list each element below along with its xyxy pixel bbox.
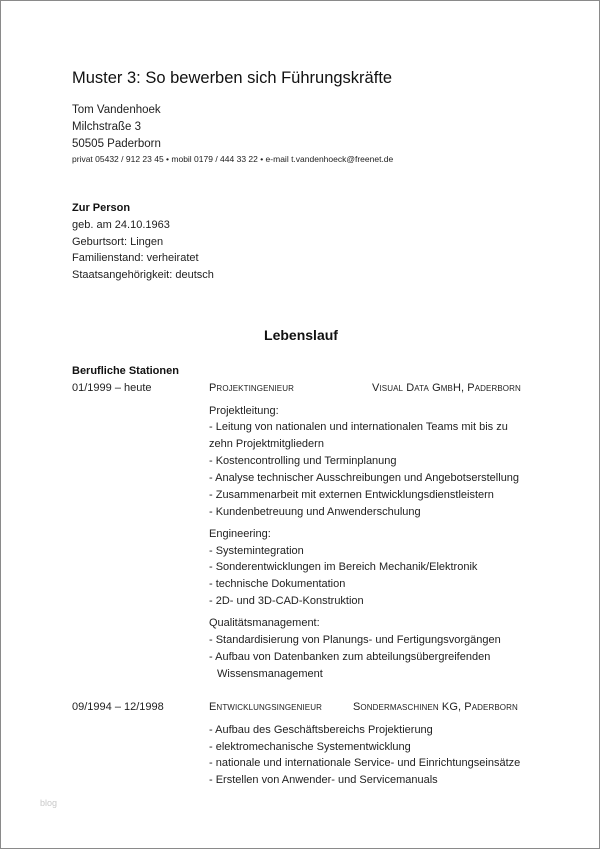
sender-name: Tom Vandenhoek <box>72 104 161 116</box>
job1-period: 01/1999 – heute <box>72 382 152 394</box>
job1-company: Visual Data GmbH, Paderborn <box>372 382 521 394</box>
list-item: - 2D- und 3D-CAD-Konstruktion <box>209 595 364 607</box>
sender-city: 50505 Paderborn <box>72 138 161 150</box>
job1-group3-heading: Qualitätsmanagement: <box>209 617 320 629</box>
list-item: - Standardisierung von Planungs- und Fertigungsvorgängen <box>209 634 501 646</box>
sender-contact: privat 05432 / 912 23 45 • mobil 0179 / 444 33 22 • e-mail t.vandenhoeck@freenet.de <box>72 154 394 164</box>
list-item: - Sonderentwicklungen im Bereich Mechanik/Elektronik <box>209 561 478 573</box>
person-heading: Zur Person <box>72 202 131 214</box>
job2-role: Entwicklungsingenieur <box>209 701 322 713</box>
person-birth: geb. am 24.10.1963 <box>72 219 170 231</box>
list-item: - technische Dokumentation <box>209 578 346 590</box>
job1-role: Projektingenieur <box>209 382 294 394</box>
list-item: - Analyse technischer Ausschreibungen und Angebotserstellung <box>209 472 520 484</box>
list-item: - Kundenbetreuung und Anwenderschulung <box>209 506 421 518</box>
document-title: Muster 3: So bewerben sich Führungskräfte <box>72 69 393 87</box>
person-nationality: Staatsangehörigkeit: deutsch <box>72 269 214 281</box>
list-item: - Leitung von nationalen und internationalen Teams mit bis zu <box>209 421 508 433</box>
job2-period: 09/1994 – 12/1998 <box>72 701 164 713</box>
stations-heading: Berufliche Stationen <box>72 365 179 377</box>
job1-group2-heading: Engineering: <box>209 528 271 540</box>
list-item: - Aufbau von Datenbanken zum abteilungsübergreifenden <box>209 651 491 663</box>
job2-company: Sondermaschinen KG, Paderborn <box>353 701 518 713</box>
sender-street: Milchstraße 3 <box>72 121 142 133</box>
watermark-text: blog <box>40 798 58 808</box>
list-item: - Zusammenarbeit mit externen Entwicklungsdienstleistern <box>209 489 494 501</box>
cv-heading: Lebenslauf <box>264 327 338 343</box>
list-item: - Aufbau des Geschäftsbereichs Projektierung <box>209 724 433 736</box>
job1-group1-heading: Projektleitung: <box>209 405 279 417</box>
list-item: zehn Projektmitgliedern <box>209 438 324 450</box>
list-item: - Systemintegration <box>209 545 304 557</box>
list-item: Wissensmanagement <box>217 668 323 680</box>
list-item: - nationale und internationale Service- und Einrichtungseinsätze <box>209 757 521 769</box>
list-item: - elektromechanische Systementwicklung <box>209 741 411 753</box>
list-item: - Erstellen von Anwender- und Servicemanuals <box>209 774 438 786</box>
list-item: - Kostencontrolling und Terminplanung <box>209 455 397 467</box>
person-marital: Familienstand: verheiratet <box>72 252 199 264</box>
person-birthplace: Geburtsort: Lingen <box>72 236 164 248</box>
